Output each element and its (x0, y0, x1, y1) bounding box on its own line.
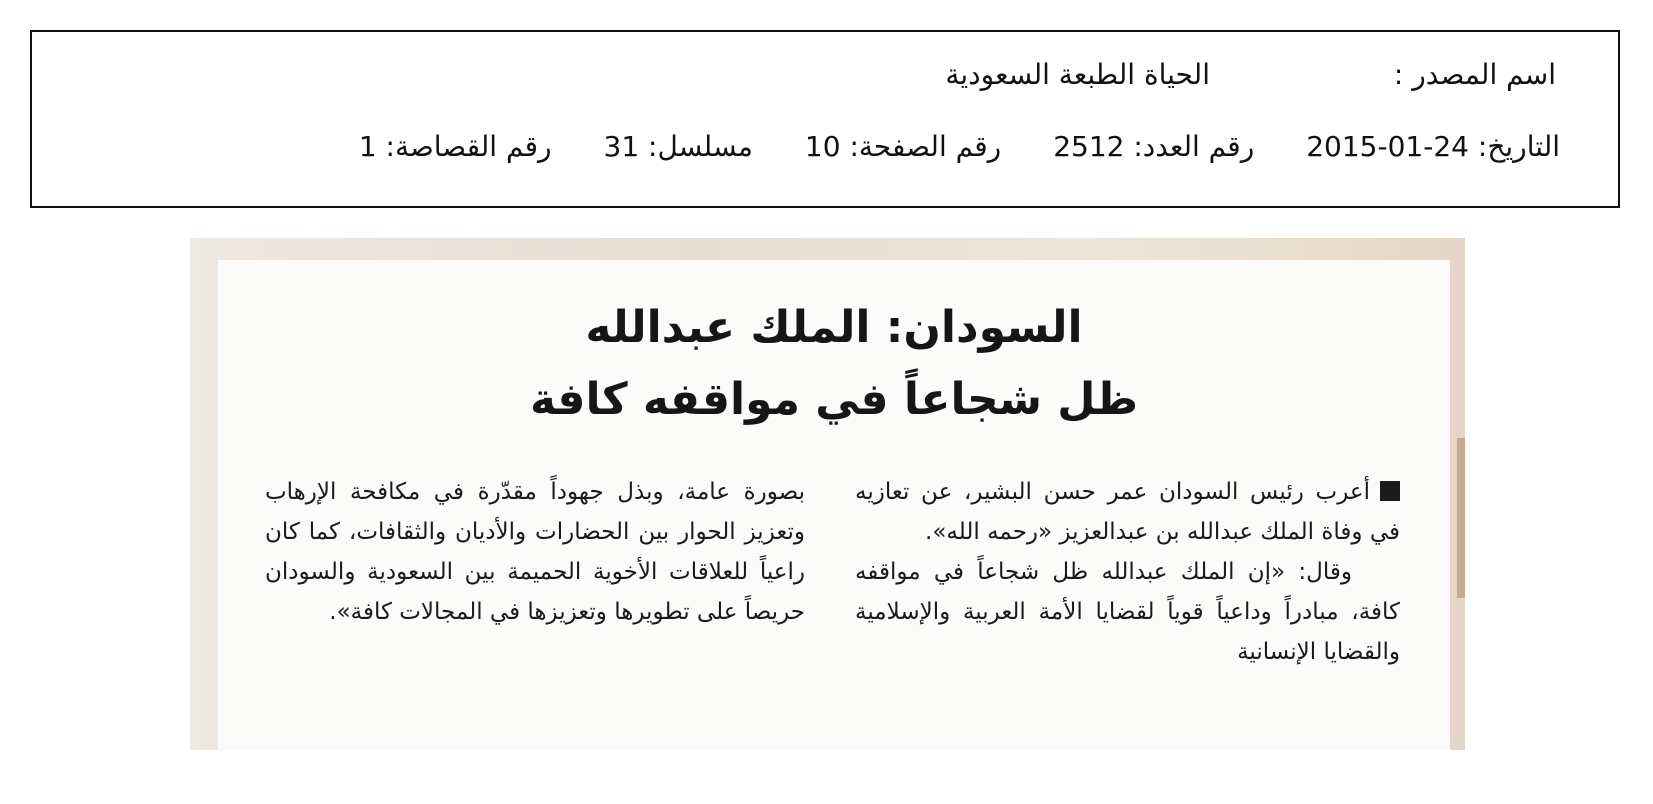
newspaper-clipping-image (190, 238, 1465, 750)
newspaper-paper (218, 260, 1450, 750)
source-name: الحياة الطبعة السعودية (945, 58, 1210, 91)
article-paragraph: بصورة عامة، وبذل جهوداً مقدّرة في مكافحة الإرهاب وتعزيز الحوار بين الحضارات والأديان والثقافات، كما كان راعياً للعلاقات الأخوية الحميمة بين السعودية والسودان حريصاً على تطويرها وتعزيزها في المجالات كافة». (265, 479, 805, 625)
article-column-right (855, 472, 1400, 672)
bullet-square-icon (1380, 481, 1400, 501)
article-paragraph: وقال: «إن الملك عبدالله ظل شجاعاً في مواقفه كافة، مبادراً وداعياً قوياً لقضايا الأمة العربية والإسلامية والقضايا الإنسانية (855, 559, 1400, 665)
serial-field: مسلسل: 31 (603, 130, 753, 163)
article-paragraph (855, 472, 1400, 552)
source-label: اسم المصدر : (1393, 58, 1556, 91)
headline-line-1: السودان: الملك عبدالله (585, 302, 1083, 353)
metadata-row (359, 130, 1560, 163)
article-column-left (265, 472, 805, 632)
clip-number-field: رقم القصاصة: 1 (358, 130, 552, 163)
clipping-info-box (30, 30, 1620, 208)
headline-line-2: ظل شجاعاً في مواقفه كافة (529, 374, 1139, 425)
issue-number-field: رقم العدد: 2512 (1053, 130, 1255, 163)
date-field: التاريخ: 24-01-2015 (1306, 130, 1560, 163)
page-number-field: رقم الصفحة: 10 (804, 130, 1002, 163)
paragraph-text: أعرب رئيس السودان عمر حسن البشير، عن تعازيه في وفاة الملك عبدالله بن عبدالعزيز «رحمه الله». (855, 479, 1400, 545)
